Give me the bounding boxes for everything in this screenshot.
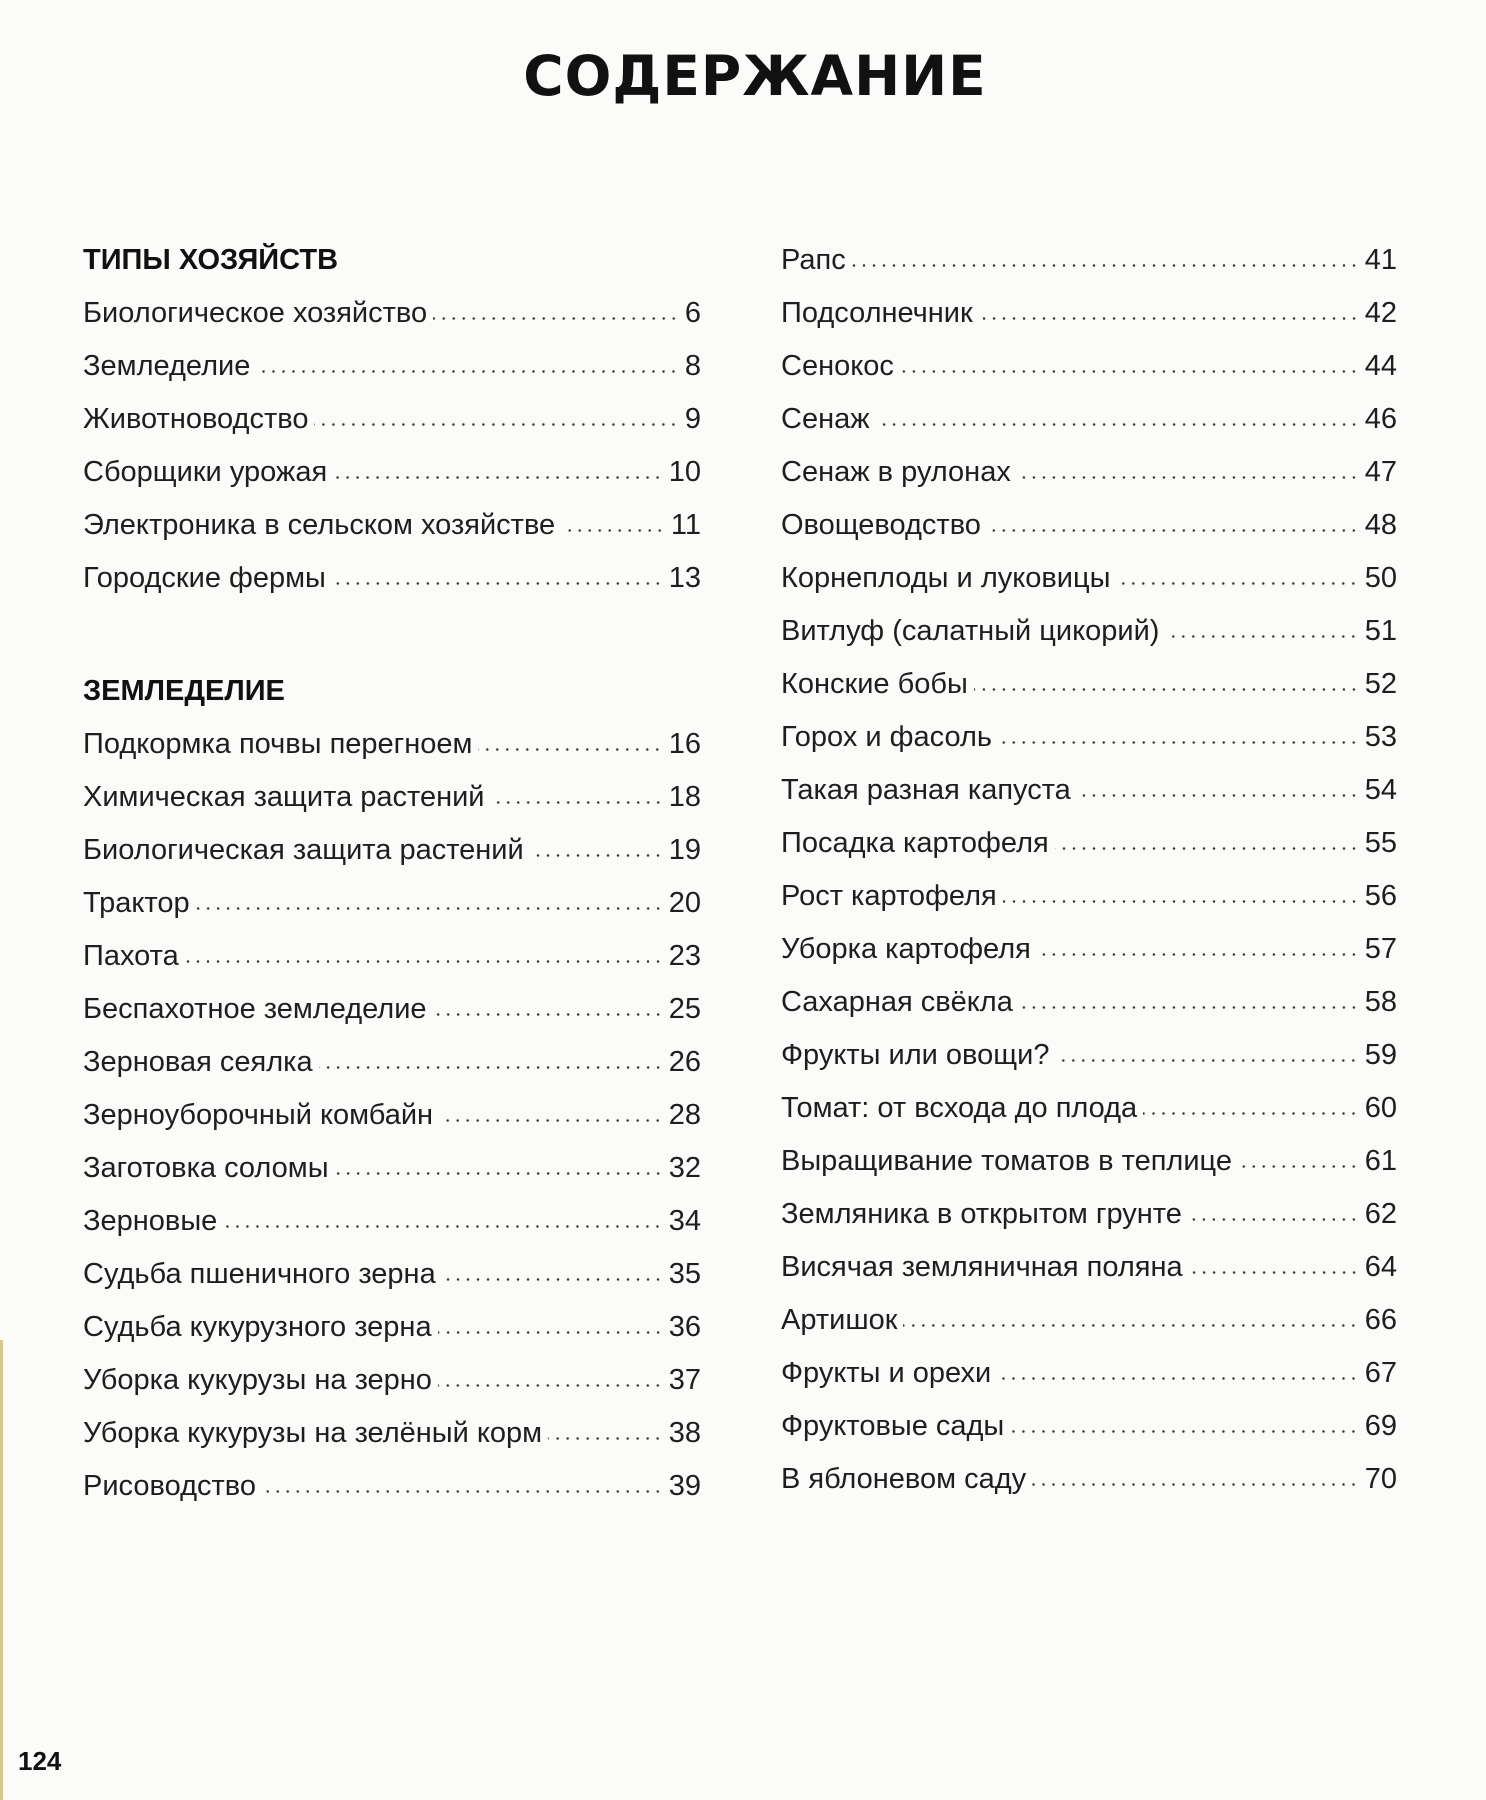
entry-title: Судьба пшеничного зерна — [83, 1258, 436, 1290]
entry-page-number: 26 — [668, 1046, 701, 1078]
toc-entry — [781, 1082, 1397, 1135]
toc-entry — [83, 499, 701, 552]
toc-entry — [83, 1301, 701, 1354]
dot-leader — [1055, 847, 1359, 850]
entry-title: Овощеводство — [781, 509, 981, 541]
dot-leader — [1019, 1006, 1359, 1009]
entry-page-number: 67 — [1364, 1357, 1397, 1389]
dot-leader — [852, 264, 1359, 267]
entry-title: Фруктовые сады — [781, 1410, 1005, 1442]
entry-title: Зерновые — [83, 1205, 218, 1237]
entry-title: Биологическая защита растений — [83, 834, 524, 866]
dot-leader — [314, 423, 678, 426]
toc-entry — [781, 1241, 1397, 1294]
toc-entry — [83, 771, 701, 824]
entry-page-number: 13 — [668, 562, 701, 594]
toc-section-continued — [781, 234, 1397, 1506]
entry-page-number: 46 — [1364, 403, 1397, 435]
toc-entry — [781, 658, 1397, 711]
toc-entry — [781, 393, 1397, 446]
entry-title: Фрукты и орехи — [781, 1357, 992, 1389]
entry-title: Выращивание томатов в теплице — [781, 1145, 1232, 1177]
entry-page-number: 53 — [1364, 721, 1397, 753]
toc-entry — [83, 983, 701, 1036]
entry-title: Химическая защита растений — [83, 781, 485, 813]
toc-entry — [781, 1453, 1397, 1506]
entry-page-number: 16 — [668, 728, 701, 760]
entry-title: Трактор — [83, 887, 190, 919]
dot-leader — [1017, 476, 1359, 479]
entry-title: Зерновая сеялка — [83, 1046, 313, 1078]
toc-entry — [781, 1188, 1397, 1241]
entry-page-number: 66 — [1364, 1304, 1397, 1336]
toc-entry — [781, 340, 1397, 393]
entry-page-number: 41 — [1364, 244, 1397, 276]
dot-leader — [433, 317, 679, 320]
dot-leader — [438, 1384, 663, 1387]
entry-page-number: 37 — [668, 1364, 701, 1396]
toc-entry — [781, 1347, 1397, 1400]
toc-entry — [781, 1029, 1397, 1082]
entry-page-number: 8 — [684, 350, 701, 382]
toc-entry — [781, 764, 1397, 817]
dot-leader — [433, 1013, 663, 1016]
toc-entry — [781, 870, 1397, 923]
toc-section-farm-types — [83, 287, 701, 605]
toc-entry — [83, 1089, 701, 1142]
entry-title: Висячая земляничная поляна — [781, 1251, 1183, 1283]
entry-title: Судьба кукурузного зерна — [83, 1311, 432, 1343]
dot-leader — [979, 317, 1359, 320]
dot-leader — [256, 370, 679, 373]
toc-entry — [83, 1407, 701, 1460]
entry-title: Заготовка соломы — [83, 1152, 329, 1184]
entry-title: Уборка кукурузы на зерно — [83, 1364, 432, 1396]
entry-page-number: 48 — [1364, 509, 1397, 541]
entry-title: Подкормка почвы перегноем — [83, 728, 473, 760]
entry-page-number: 60 — [1364, 1092, 1397, 1124]
dot-leader — [997, 1377, 1358, 1380]
toc-entry — [781, 923, 1397, 976]
toc-entry — [83, 877, 701, 930]
entry-title: Биологическое хозяйство — [83, 297, 428, 329]
dot-leader — [561, 529, 665, 532]
dot-leader — [903, 1324, 1358, 1327]
dot-leader — [1003, 900, 1359, 903]
toc-right-column — [781, 234, 1397, 1506]
toc-entry — [83, 824, 701, 877]
toc-entry — [83, 340, 701, 393]
dot-leader — [196, 907, 663, 910]
entry-page-number: 10 — [668, 456, 701, 488]
entry-page-number: 23 — [668, 940, 701, 972]
dot-leader — [262, 1490, 663, 1493]
page-title: СОДЕРЖАНИЕ — [523, 44, 987, 108]
entry-page-number: 28 — [668, 1099, 701, 1131]
entry-page-number: 58 — [1364, 986, 1397, 1018]
entry-page-number: 18 — [668, 781, 701, 813]
toc-entry — [781, 711, 1397, 764]
entry-title: Уборка кукурузы на зелёный корм — [83, 1417, 543, 1449]
toc-entry — [83, 287, 701, 340]
dot-leader — [1189, 1271, 1359, 1274]
entry-page-number: 55 — [1364, 827, 1397, 859]
entry-title: Уборка картофеля — [781, 933, 1031, 965]
toc-left-column — [83, 234, 701, 1513]
entry-page-number: 56 — [1364, 880, 1397, 912]
dot-leader — [332, 582, 663, 585]
dot-leader — [900, 370, 1359, 373]
entry-page-number: 6 — [684, 297, 701, 329]
section-spacer — [83, 605, 701, 665]
entry-title: В яблоневом саду — [781, 1463, 1027, 1495]
entry-title: Рапс — [781, 244, 846, 276]
entry-title: Животноводство — [83, 403, 309, 435]
toc-entry — [781, 817, 1397, 870]
entry-page-number: 19 — [668, 834, 701, 866]
toc-entry — [781, 976, 1397, 1029]
toc-entry — [83, 393, 701, 446]
entry-title: Фрукты или овощи? — [781, 1039, 1050, 1071]
entry-page-number: 69 — [1364, 1410, 1397, 1442]
entry-page-number: 36 — [668, 1311, 701, 1343]
entry-page-number: 11 — [670, 509, 701, 541]
dot-leader — [1077, 794, 1359, 797]
entry-title: Посадка картофеля — [781, 827, 1049, 859]
dot-leader — [478, 748, 662, 751]
entry-page-number: 42 — [1364, 297, 1397, 329]
toc-entry — [781, 287, 1397, 340]
section-heading-farm-types: ТИПЫ ХОЗЯЙСТВ — [83, 244, 339, 276]
dot-leader — [491, 801, 663, 804]
entry-title: Томат: от всхода до плода — [781, 1092, 1138, 1124]
toc-entry — [83, 446, 701, 499]
entry-page-number: 32 — [668, 1152, 701, 1184]
toc-entry — [781, 499, 1397, 552]
entry-page-number: 52 — [1364, 668, 1397, 700]
entry-title: Зерноуборочный комбайн — [83, 1099, 434, 1131]
toc-entry — [781, 552, 1397, 605]
dot-leader — [548, 1437, 663, 1440]
toc-entry — [781, 605, 1397, 658]
dot-leader — [1010, 1430, 1358, 1433]
dot-leader — [998, 741, 1359, 744]
entry-page-number: 34 — [668, 1205, 701, 1237]
entry-page-number: 51 — [1364, 615, 1397, 647]
dot-leader — [185, 960, 663, 963]
toc-entry — [83, 1036, 701, 1089]
toc-entry — [781, 234, 1397, 287]
dot-leader — [876, 423, 1359, 426]
dot-leader — [1032, 1483, 1359, 1486]
dot-leader — [530, 854, 663, 857]
dot-leader — [1165, 635, 1358, 638]
toc-entry — [781, 1400, 1397, 1453]
toc-section-agriculture — [83, 718, 701, 1513]
dot-leader — [974, 688, 1359, 691]
entry-page-number: 54 — [1364, 774, 1397, 806]
section-heading-agriculture: ЗЕМЛЕДЕЛИЕ — [83, 675, 285, 707]
toc-entry — [781, 1135, 1397, 1188]
dot-leader — [1116, 582, 1358, 585]
toc-entry — [83, 1142, 701, 1195]
entry-title: Артишок — [781, 1304, 898, 1336]
dot-leader — [319, 1066, 663, 1069]
toc-entry — [83, 930, 701, 983]
toc-entry — [83, 1460, 701, 1513]
entry-title: Такая разная капуста — [781, 774, 1071, 806]
entry-title: Горох и фасоль — [781, 721, 992, 753]
entry-page-number: 20 — [668, 887, 701, 919]
toc-entry — [83, 552, 701, 605]
dot-leader — [1143, 1112, 1359, 1115]
entry-title: Беспахотное земледелие — [83, 993, 427, 1025]
page-number: 124 — [18, 1746, 62, 1776]
entry-title: Сенокос — [781, 350, 894, 382]
entry-title: Подсолнечник — [781, 297, 973, 329]
entry-title: Рост картофеля — [781, 880, 997, 912]
dot-leader — [335, 1172, 663, 1175]
entry-title: Электроника в сельском хозяйстве — [83, 509, 556, 541]
dot-leader — [1188, 1218, 1359, 1221]
dot-leader — [1037, 953, 1359, 956]
dot-leader — [442, 1278, 663, 1281]
entry-title: Корнеплоды и луковицы — [781, 562, 1111, 594]
entry-page-number: 70 — [1364, 1463, 1397, 1495]
dot-leader — [438, 1331, 663, 1334]
toc-entry — [83, 718, 701, 771]
entry-page-number: 35 — [668, 1258, 701, 1290]
entry-page-number: 38 — [668, 1417, 701, 1449]
entry-title: Сборщики урожая — [83, 456, 328, 488]
entry-title: Сенаж — [781, 403, 870, 435]
dot-leader — [1238, 1165, 1359, 1168]
entry-page-number: 9 — [684, 403, 701, 435]
toc-entry — [83, 1354, 701, 1407]
entry-page-number: 61 — [1364, 1145, 1397, 1177]
entry-page-number: 44 — [1364, 350, 1397, 382]
entry-title: Городские фермы — [83, 562, 326, 594]
entry-page-number: 62 — [1364, 1198, 1397, 1230]
entry-title: Пахота — [83, 940, 179, 972]
entry-page-number: 64 — [1364, 1251, 1397, 1283]
toc-entry — [83, 1195, 701, 1248]
entry-page-number: 50 — [1364, 562, 1397, 594]
dot-leader — [1055, 1059, 1358, 1062]
page-edge-stripe — [0, 1340, 3, 1800]
entry-title: Сенаж в рулонах — [781, 456, 1011, 488]
dot-leader — [333, 476, 663, 479]
entry-page-number: 59 — [1364, 1039, 1397, 1071]
entry-title: Рисоводство — [83, 1470, 256, 1502]
dot-leader — [223, 1225, 662, 1228]
entry-page-number: 39 — [668, 1470, 701, 1502]
entry-title: Земляника в открытом грунте — [781, 1198, 1182, 1230]
toc-entry — [781, 1294, 1397, 1347]
entry-page-number: 47 — [1364, 456, 1397, 488]
entry-page-number: 25 — [668, 993, 701, 1025]
dot-leader — [439, 1119, 663, 1122]
entry-title: Конские бобы — [781, 668, 968, 700]
entry-title: Витлуф (салатный цикорий) — [781, 615, 1160, 647]
dot-leader — [987, 529, 1359, 532]
toc-entry — [781, 446, 1397, 499]
toc-entry — [83, 1248, 701, 1301]
entry-title: Сахарная свёкла — [781, 986, 1013, 1018]
entry-page-number: 57 — [1364, 933, 1397, 965]
entry-title: Земледелие — [83, 350, 251, 382]
